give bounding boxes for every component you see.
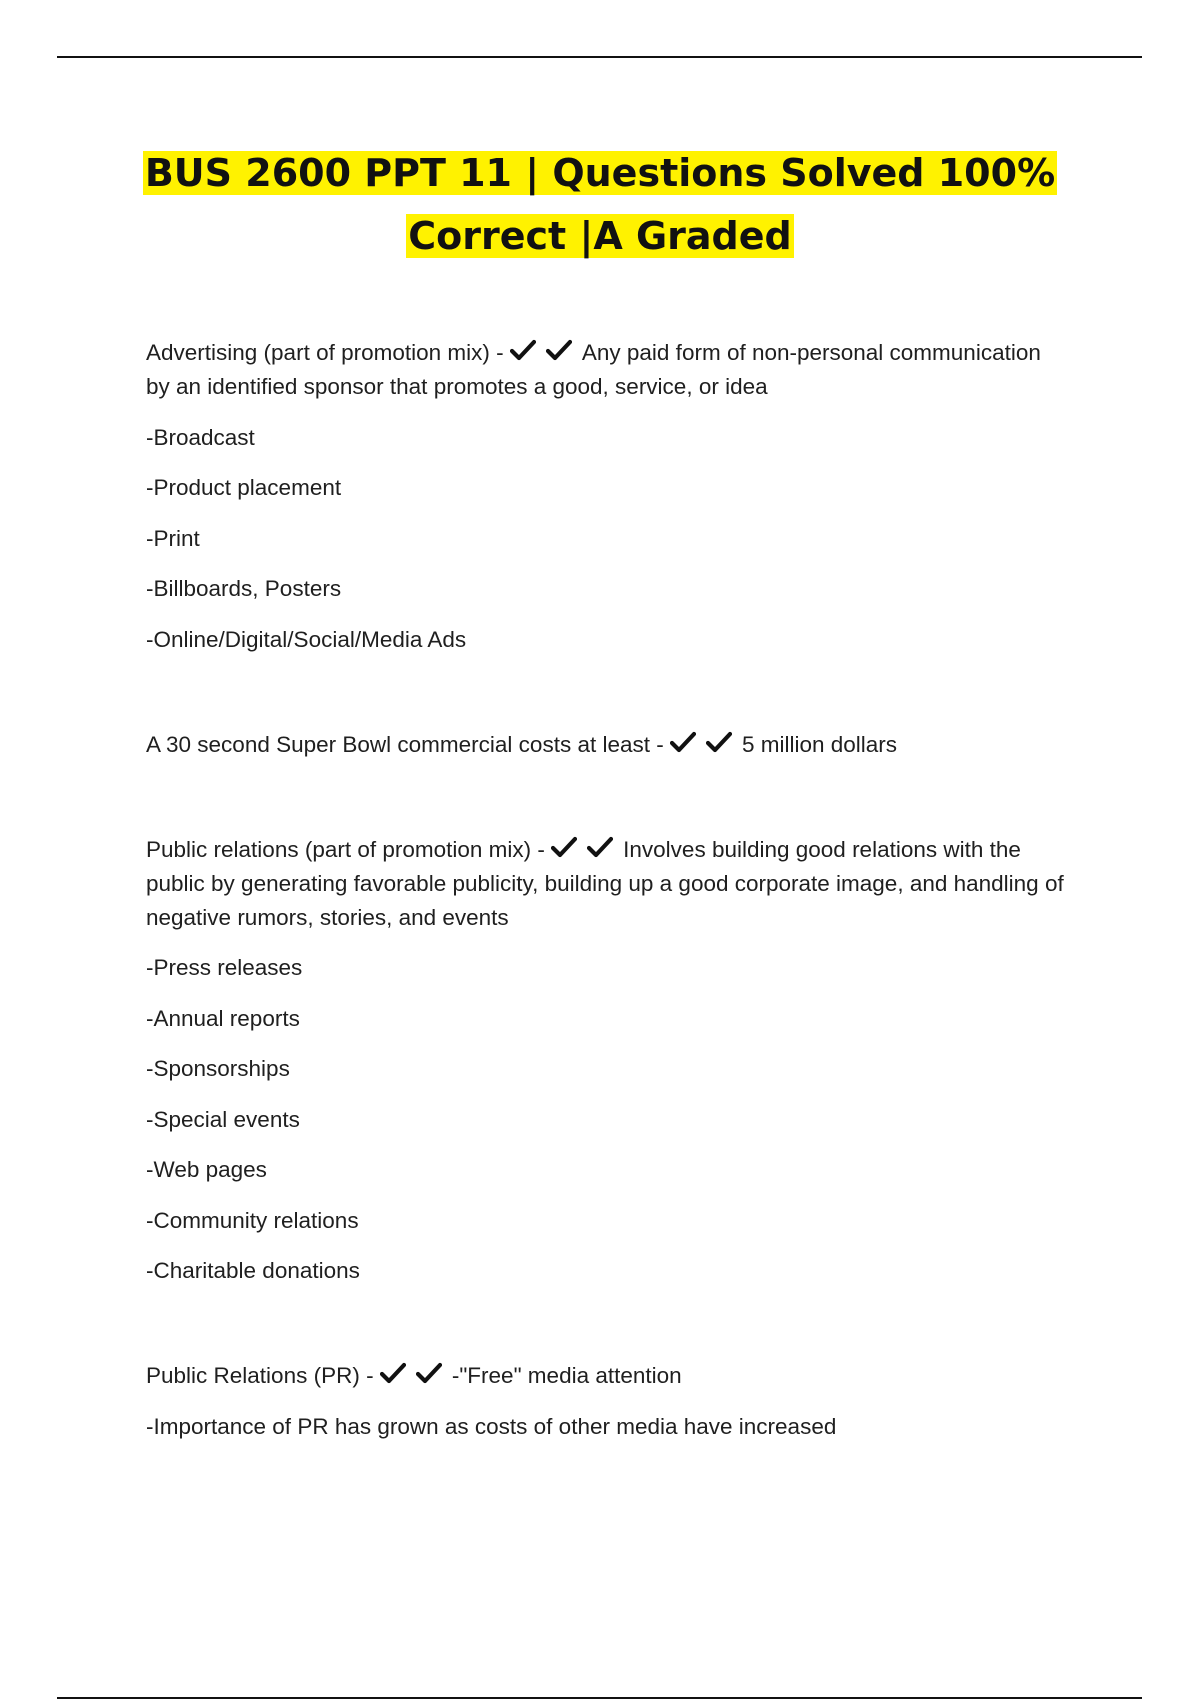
question-text: A 30 second Super Bowl commercial costs at least - [146, 731, 670, 757]
list-item: -Broadcast [146, 424, 255, 450]
question-text: Public relations (part of promotion mix) - [146, 836, 552, 862]
qa-entry-pr [146, 1359, 1066, 1393]
answer-text: 5 million dollars [741, 731, 898, 757]
list-item: -Product placement [146, 475, 342, 500]
qa-entry-advertising [146, 336, 1066, 404]
qa-entry-super-bowl [146, 728, 1066, 762]
qa-content [146, 336, 1066, 1444]
checkmark-icon [380, 1362, 408, 1386]
footer-rule [57, 1697, 1142, 1699]
title-line-2: Correct |A Graded [408, 214, 792, 258]
list-item: -Community relations [146, 1207, 359, 1233]
title-line-1: BUS 2600 PPT 11 | Questions Solved 100% [144, 151, 1056, 195]
header-rule [57, 56, 1142, 58]
list-item: -Sponsorships [146, 1056, 290, 1081]
qa-entry-public-relations [146, 833, 1066, 935]
checkmark-icon [510, 339, 538, 363]
checkmark-icon [706, 731, 734, 755]
checkmark-icon [670, 731, 698, 755]
document-title [0, 142, 1200, 268]
answer-text: Involves building good relations with the public by generating favorable publicity, building up a good corporate image, and handling of negative rumors, stories, and events [146, 836, 1064, 930]
list-item: -Print [146, 525, 200, 551]
list-item: -Special events [146, 1106, 300, 1132]
checkmark-icon [416, 1362, 444, 1386]
list-item: -Annual reports [146, 1005, 300, 1031]
list-item: -Press releases [146, 955, 303, 980]
list-item: -Online/Digital/Social/Media Ads [146, 626, 467, 652]
list-item: -Billboards, Posters [146, 576, 342, 601]
checkmark-icon [551, 836, 579, 860]
list-item: -Charitable donations [146, 1258, 360, 1283]
list-item: -Web pages [146, 1157, 267, 1182]
checkmark-icon [587, 836, 615, 860]
checkmark-icon [546, 339, 574, 363]
answer-text: -"Free" media attention [451, 1363, 682, 1388]
answer-text: Any paid form of non-personal communication by an identified sponsor that promotes a good, service, or idea [146, 340, 1041, 399]
question-text: Advertising (part of promotion mix) - [146, 340, 510, 365]
list-item: -Importance of PR has grown as costs of other media have increased [146, 1413, 837, 1439]
question-text: Public Relations (PR) - [146, 1363, 380, 1388]
